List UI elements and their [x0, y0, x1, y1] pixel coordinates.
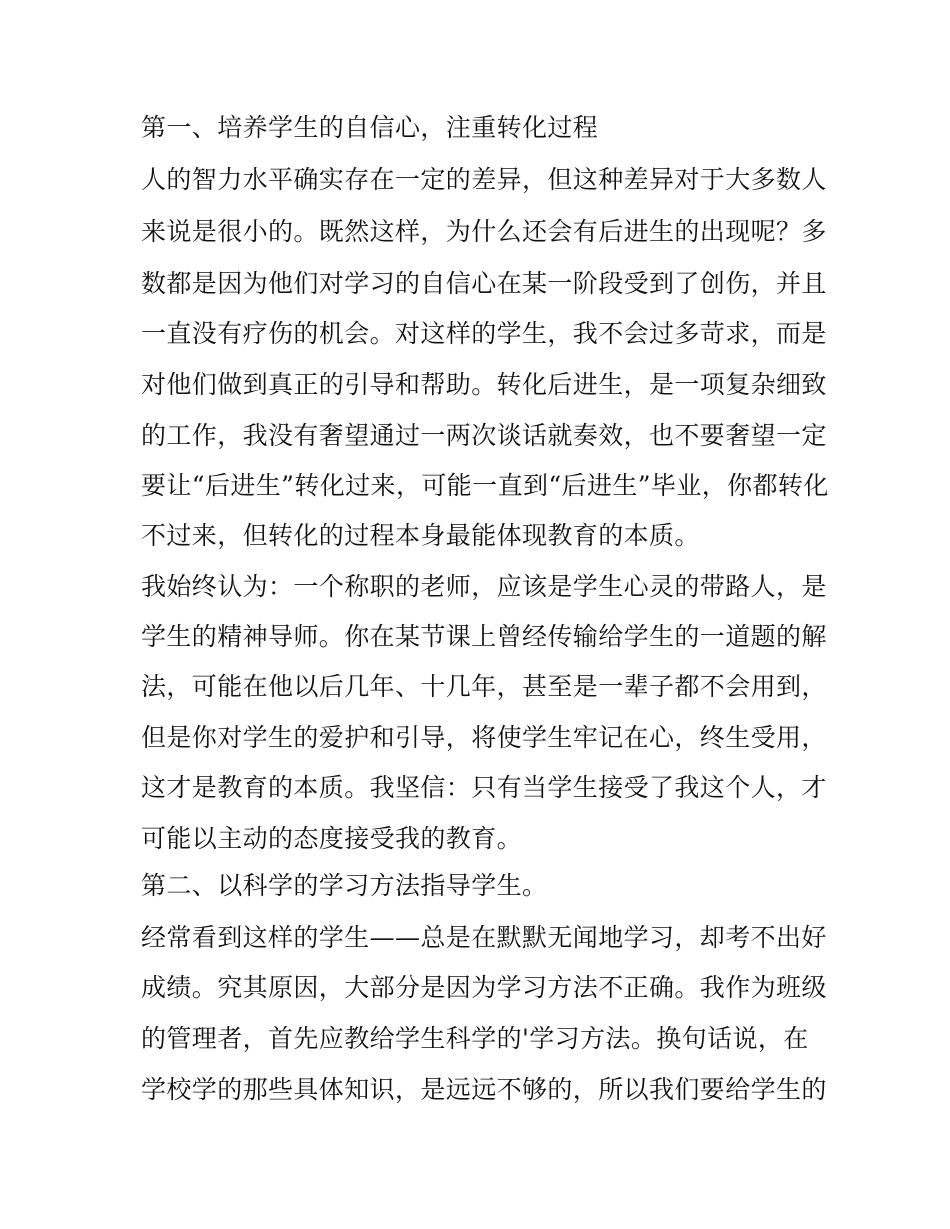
- paragraph-line: 可能以主动的态度接受我的教育。: [141, 824, 523, 853]
- paragraph-line: 我始终认为：一个称职的老师，应该是学生心灵的带路人，是: [141, 572, 827, 601]
- paragraph-line: 这才是教育的本质。我坚信：只有当学生接受了我这个人，才: [141, 773, 827, 802]
- paragraph-line: 经常看到这样的学生——总是在默默无闻地学习，却考不出好: [141, 923, 827, 952]
- paragraph-line: 法，可能在他以后几年、十几年，甚至是一辈子都不会用到，: [141, 672, 827, 701]
- paragraph-line: 数都是因为他们对学习的自信心在某一阶段受到了创伤，并且: [141, 269, 827, 298]
- heading-second: 第二、以科学的学习方法指导学生。: [141, 871, 548, 900]
- paragraph-line: 成绩。究其原因，大部分是因为学习方法不正确。我作为班级: [141, 973, 827, 1002]
- paragraph-line: 来说是很小的。既然这样，为什么还会有后进生的出现呢？多: [141, 217, 827, 246]
- paragraph-line: 学生的精神导师。你在某节课上曾经传输给学生的一道题的解: [141, 622, 827, 651]
- paragraph-line: 学校学的那些具体知识，是远远不够的，所以我们要给学生的: [141, 1075, 827, 1104]
- heading-first: 第一、培养学生的自信心，注重转化过程: [141, 113, 599, 142]
- paragraph-line: 的工作，我没有奢望通过一两次谈话就奏效，也不要奢望一定: [141, 421, 827, 450]
- paragraph-line: 不过来，但转化的过程本身最能体现教育的本质。: [141, 521, 700, 550]
- paragraph-line: 但是你对学生的爱护和引导，将使学生牢记在心，终生受用，: [141, 723, 827, 752]
- paragraph-line: 一直没有疗伤的机会。对这样的学生，我不会过多苛求，而是: [141, 319, 827, 348]
- paragraph-line: 对他们做到真正的引导和帮助。转化后进生，是一项复杂细致: [141, 370, 827, 399]
- paragraph-line: 的管理者，首先应教给学生科学的'学习方法。换句话说，在: [141, 1024, 809, 1053]
- paragraph-line: 要让“后进生”转化过来，可能一直到“后进生”毕业，你都转化: [141, 471, 829, 500]
- paragraph-line: 人的智力水平确实存在一定的差异，但这种差异对于大多数人: [141, 165, 827, 194]
